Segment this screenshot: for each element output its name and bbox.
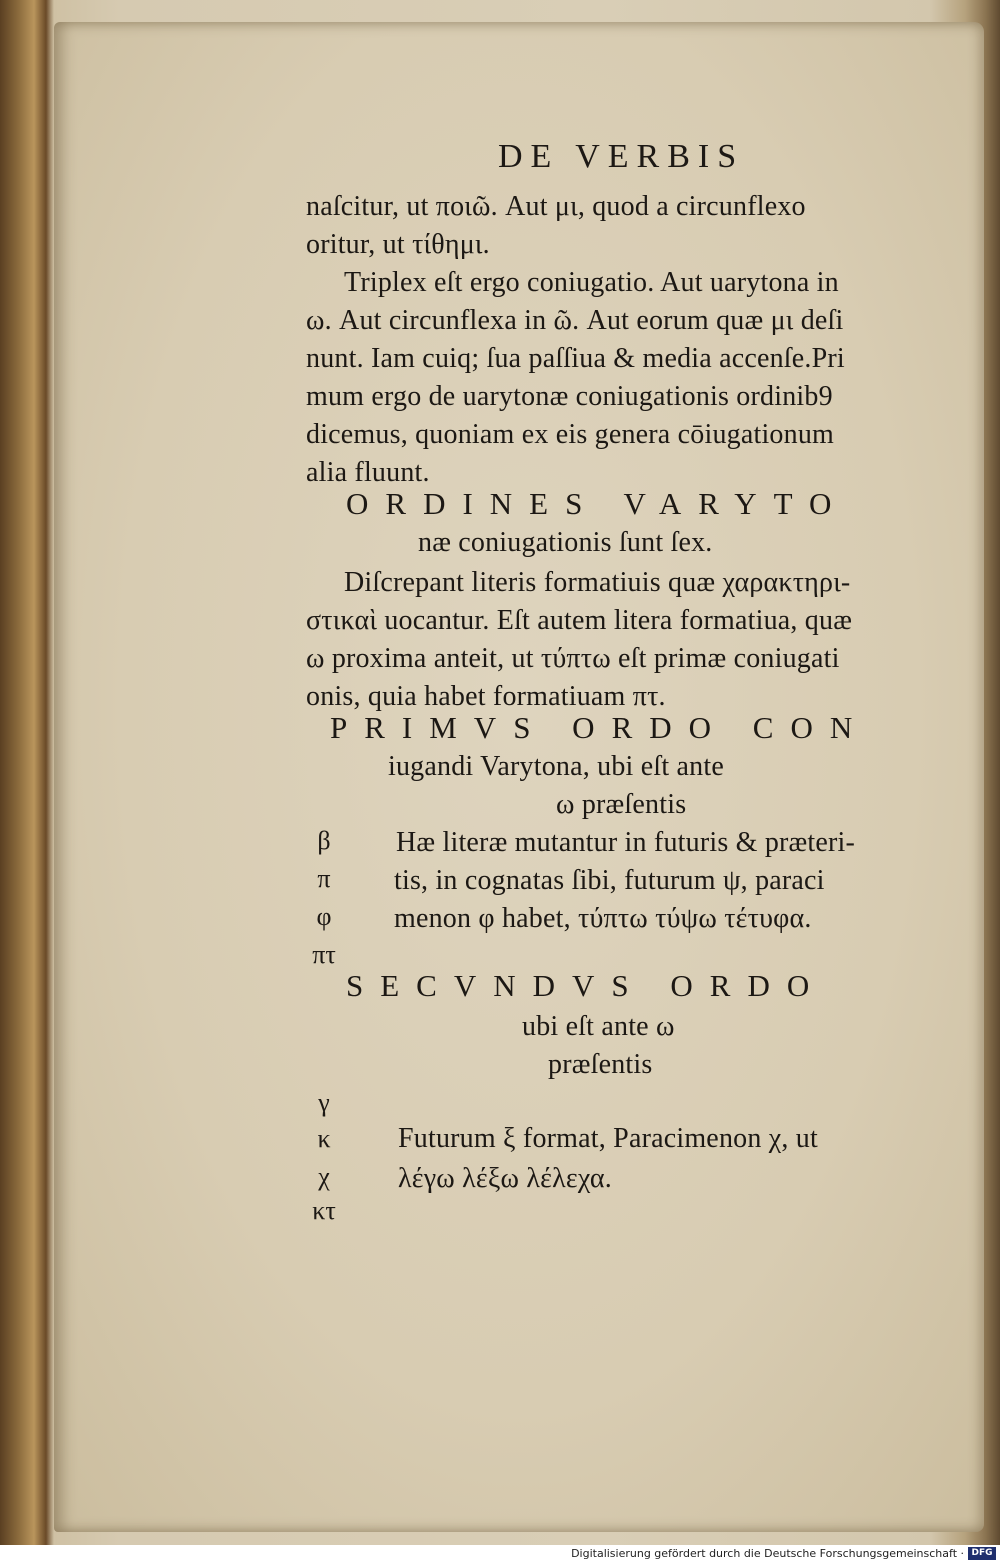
text-line: λέγω λέξω λέλεχα. bbox=[398, 1163, 612, 1194]
text-line: Diſcrepant literis formatiuis quæ χαρακτηρι- bbox=[344, 567, 851, 598]
text-line: στικαὶ uocantur. Eſt autem litera formatiua, quæ bbox=[306, 605, 853, 636]
section-heading: ORDINES VARYTO bbox=[346, 486, 849, 521]
text-line: Hæ literæ mutantur in futuris & præteri- bbox=[396, 827, 856, 858]
footer-credit: Digitalisierung gefördert durch die Deutsche Forschungsgemeinschaft · bbox=[571, 1547, 964, 1560]
text-line: ω proxima anteit, ut τύπτω eſt primæ coniugati bbox=[306, 643, 840, 674]
text-line: dicemus, quoniam ex eis genera cōiugationum bbox=[306, 419, 835, 450]
footer-bar bbox=[0, 1545, 1000, 1562]
section-heading-subline: ω præſentis bbox=[556, 789, 687, 820]
section-heading: PRIMVS ORDO CON bbox=[330, 710, 870, 745]
running-head: DE VERBIS bbox=[498, 138, 745, 175]
margin-letter: β bbox=[317, 826, 331, 855]
margin-letter: π bbox=[317, 864, 331, 893]
text-line: nunt. Iam cuiq; ſua paſſiua & media accenſe.Pri bbox=[306, 343, 845, 374]
margin-letter: κ bbox=[317, 1124, 331, 1153]
section-heading-subline: præſentis bbox=[548, 1049, 653, 1080]
margin-letter: χ bbox=[318, 1162, 330, 1191]
margin-letter: γ bbox=[318, 1088, 330, 1117]
text-line: ω. Aut circunflexa in ῶ. Aut eorum quæ μι deſi bbox=[306, 305, 844, 336]
section-heading-subline: iugandi Varytona, ubi eſt ante bbox=[388, 751, 724, 782]
dfg-logo: DFG bbox=[968, 1547, 996, 1560]
margin-letter: φ bbox=[316, 902, 332, 931]
text-line: naſcitur, ut ποιῶ. Aut μι, quod a circunflexo bbox=[306, 191, 806, 222]
section-heading: SECVNDVS ORDO bbox=[346, 968, 827, 1003]
section-heading-subline: ubi eſt ante ω bbox=[522, 1011, 675, 1042]
text-line: tis, in cognatas ſibi, futurum ψ, paraci bbox=[394, 865, 825, 896]
text-line: onis, quia habet formatiuam πτ. bbox=[306, 681, 666, 712]
text-line: mum ergo de uarytonæ coniugationis ordinib9 bbox=[306, 381, 833, 412]
margin-letter: πτ bbox=[312, 940, 336, 969]
text-line: Futurum ξ format, Paracimenon χ, ut bbox=[398, 1123, 818, 1154]
margin-letter: κτ bbox=[312, 1196, 336, 1225]
text-line: menon φ habet, τύπτω τύψω τέτυφα. bbox=[394, 903, 812, 934]
text-line: oritur, ut τίθημι. bbox=[306, 229, 490, 260]
text-line: alia fluunt. bbox=[306, 457, 430, 488]
section-heading-subline: næ coniugationis ſunt ſex. bbox=[418, 527, 713, 558]
text-line: Triplex eſt ergo coniugatio. Aut uarytona in bbox=[344, 267, 839, 298]
